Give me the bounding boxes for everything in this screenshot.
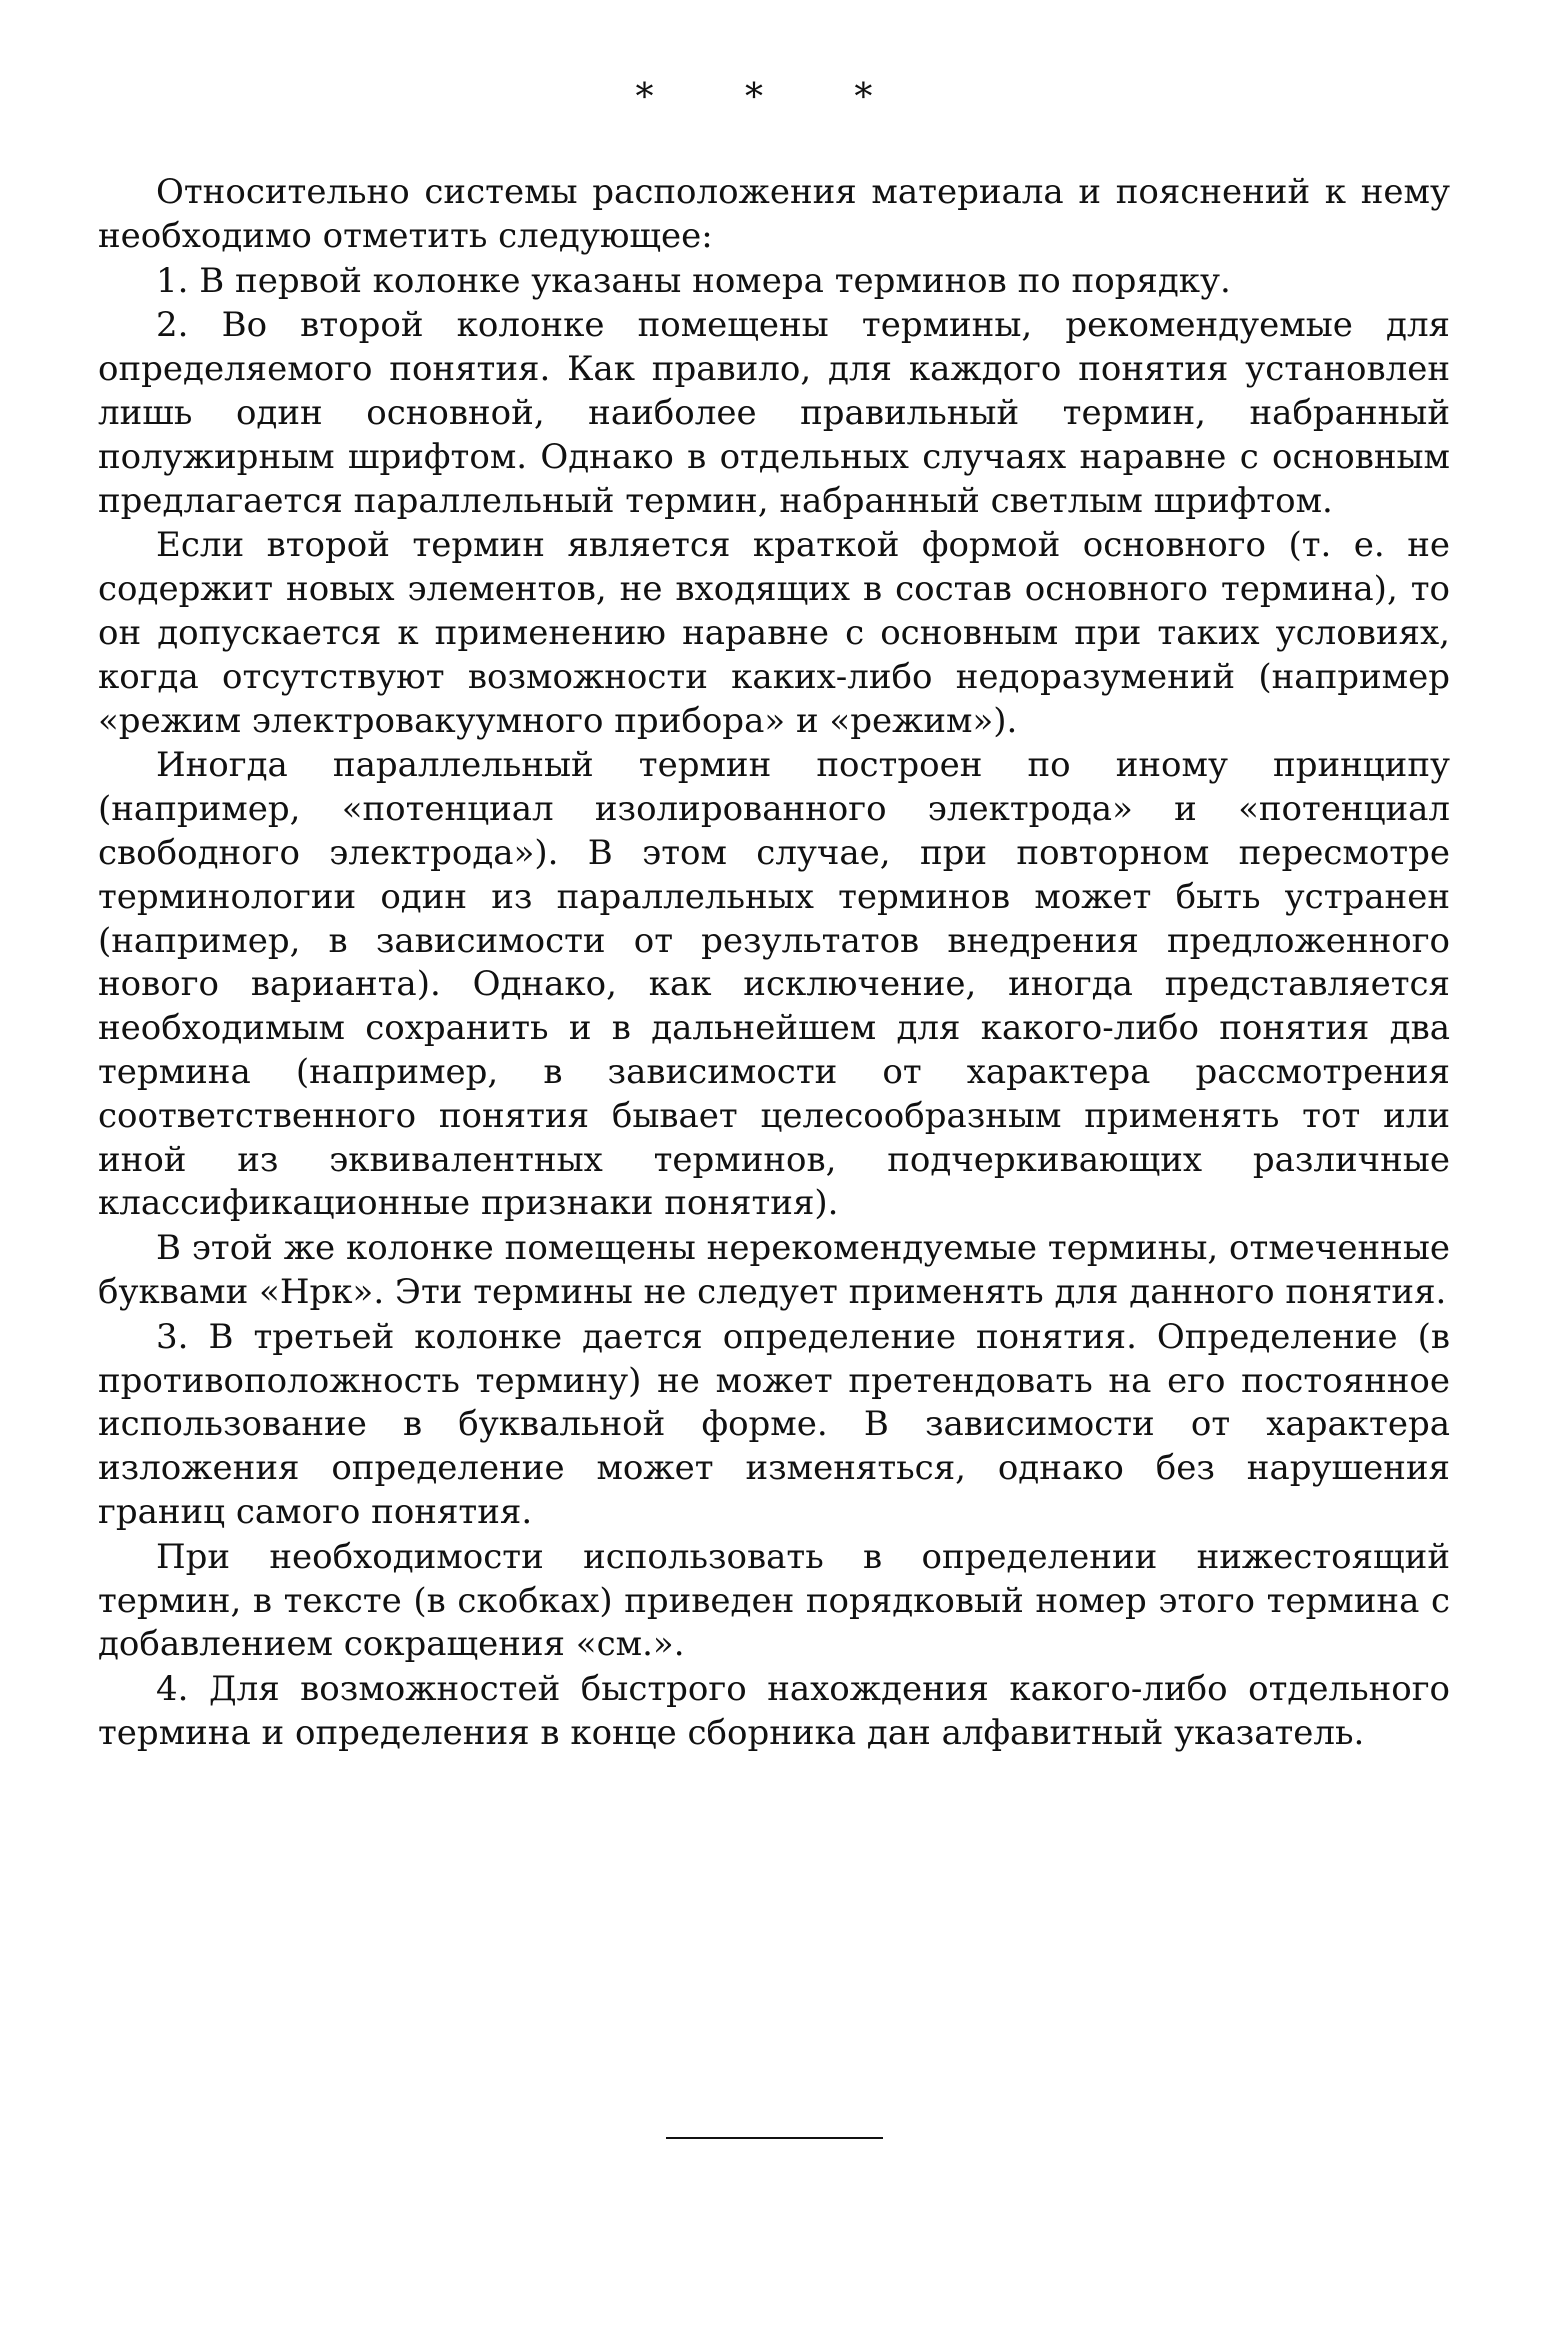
paragraph-intro: Относительно системы расположения материала и пояснений к нему необходимо отметить следующее:	[98, 172, 1450, 256]
paragraph-item-3: 3. В третьей колонке дается определение понятия. Определение (в противоположность термину) не может претендовать на его постоянное использование в буквальной форме. В зависимости от характера изложения определение может изменяться, однако без нарушения границ самого понятия.	[98, 1316, 1450, 1532]
paragraph-item-1: 1. В первой колонке указаны номера терминов по порядку.	[156, 260, 1231, 301]
closing-rule	[666, 2137, 883, 2139]
paragraph-short-form: Если второй термин является краткой формой основного (т. е. не содержит новых элементов, не входящих в состав основного термина), то он допускается к применению наравне с основным при таких условиях, когда отсутствуют возможности каких-либо недоразумений (например «режим электровакуумного прибора» и «режим»).	[98, 525, 1450, 741]
body-text	[98, 171, 1450, 1757]
section-separator: * * *	[635, 77, 913, 118]
paragraph-cross-reference: При необходимости использовать в определении нижестоящий термин, в тексте (в скобках) приведен порядковый номер этого термина с добавлением сокращения «см.».	[98, 1536, 1450, 1665]
paragraph-item-2: 2. Во второй колонке помещены термины, рекомендуемые для определяемого понятия. Как правило, для каждого понятия установлен лишь один основной, наиболее правильный термин, набранный полужирным шрифтом. Однако в отдельных случаях наравне с основным предлагается параллельный термин, набранный светлым шрифтом.	[98, 305, 1450, 521]
paragraph-parallel-term: Иногда параллельный термин построен по иному принципу (например, «потенциал изолированного электрода» и «потенциал свободного электрода»). В этом случае, при повторном пересмотре терминологии один из параллельных терминов может быть устранен (например, в зависимости от результатов внедрения предложенного нового варианта). Однако, как исключение, иногда представляется необходимым сохранить и в дальнейшем для какого-либо понятия два термина (например, в зависимости от характера рассмотрения соответственного понятия бывает целесообразным применять тот или иной из эквивалентных терминов, подчеркивающих различные классификационные признаки понятия).	[98, 745, 1450, 1224]
paragraph-not-recommended: В этой же колонке помещены нерекомендуемые термины, отмеченные буквами «Нрк». Эти термины не следует применять для данного понятия.	[98, 1228, 1450, 1312]
paragraph-item-4: 4. Для возможностей быстрого нахождения какого-либо отдельного термина и определения в конце сборника дан алфавитный указатель.	[98, 1669, 1450, 1753]
